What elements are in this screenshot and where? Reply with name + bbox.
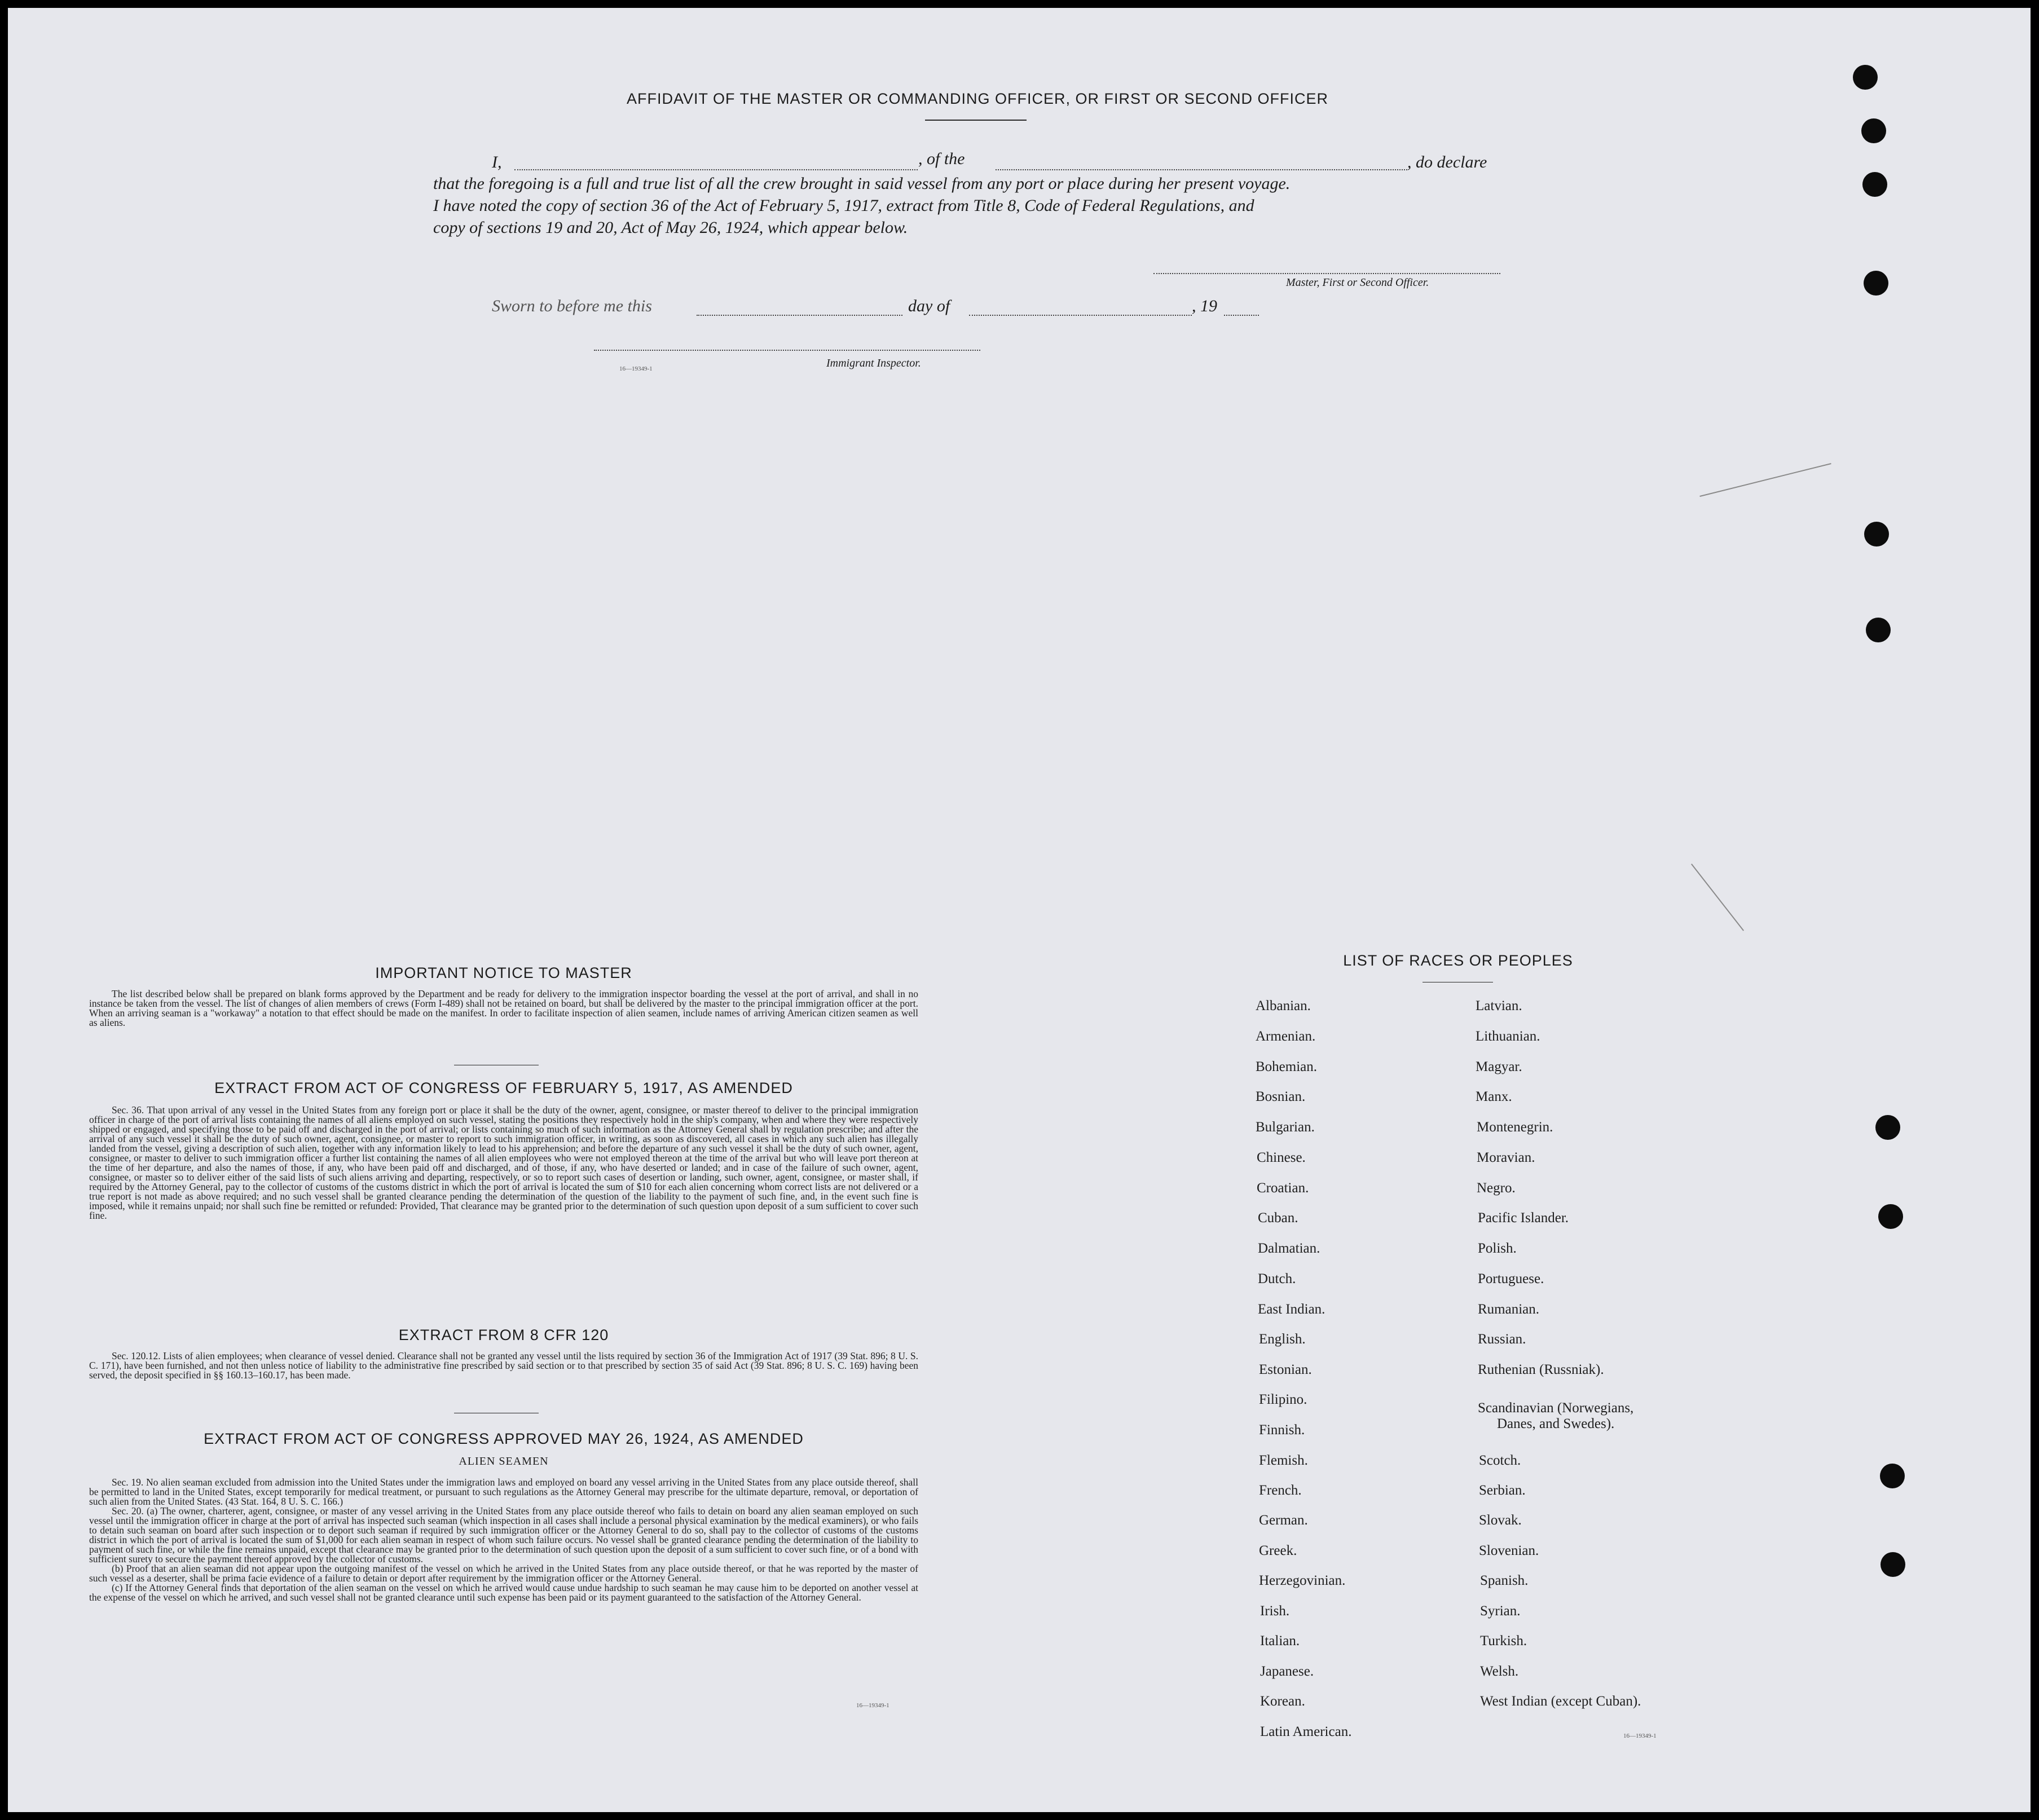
- race-item: Syrian.: [1480, 1603, 1521, 1619]
- form-code-small: 16—19349-1: [619, 365, 653, 372]
- race-item: Pacific Islander.: [1478, 1210, 1569, 1226]
- sworn-day-of: day of: [908, 297, 950, 315]
- inspector-caption: Immigrant Inspector.: [826, 357, 921, 369]
- race-item: Cuban.: [1258, 1210, 1298, 1226]
- race-item: Herzegovinian.: [1259, 1573, 1346, 1588]
- race-item: Scandinavian (Norwegians,: [1478, 1400, 1634, 1416]
- notice-text: [89, 989, 918, 1028]
- section-20a-paragraph: Sec. 20. (a) The owner, charterer, agent, consignee, or master of any vessel arriving in the United States from any place outside thereof who fails to detain on board any alien seaman employed on such vessel until the immigration officer in charge at the port of arrival has inspected such seaman (which inspection in all cases shall include a personal physical examination by the medical examiners), or who fails to detain such seaman on board after such inspection or to deport such seaman if required by such immigration officer or the Attorney General to do so, shall pay to the collector of customs of the customs district in which the port of arrival is located the sum of $1,000 for each alien seaman in respect of whom such failure occurs. No vessel shall be granted clearance pending the determination of the liability to payment of such fine, or while the fine remains unpaid, except that clearance may be granted prior to the determination of such question upon the deposit of a sum sufficient to cover such fine, or of a bond with sufficient surety to secure the payment thereof approved by the collector of customs.: [89, 1505, 918, 1565]
- section-20c-paragraph: (c) If the Attorney General finds that deportation of the alien seaman on the vessel on which he arrived would cause undue hardship to such seaman he may cause him to be deported on another vessel at the expense of the vessel on which he arrived, and such vessel shall not be granted clearance until such expense has been paid or its payment guaranteed to the satisfaction of the Attorney General.: [89, 1582, 918, 1603]
- race-item: Spanish.: [1480, 1573, 1529, 1588]
- extract-cfr-text: [89, 1351, 918, 1380]
- race-item: Portuguese.: [1478, 1271, 1544, 1286]
- affidavit-title: AFFIDAVIT OF THE MASTER OR COMMANDING OFFICER, OR FIRST OR SECOND OFFICER: [626, 90, 1329, 107]
- race-item: German.: [1259, 1513, 1308, 1528]
- punch-hole: [1878, 1204, 1903, 1229]
- do-declare-text: , do declare: [1407, 153, 1487, 171]
- sworn-month-blank: [969, 315, 1192, 316]
- punch-hole: [1861, 118, 1886, 143]
- notice-title: IMPORTANT NOTICE TO MASTER: [375, 964, 632, 981]
- race-item: Bulgarian.: [1256, 1120, 1315, 1135]
- race-item: Estonian.: [1259, 1362, 1312, 1377]
- race-item: Bosnian.: [1256, 1089, 1306, 1104]
- declaration-line: I have noted the copy of section 36 of the Act of February 5, 1917, extract from Title 8, Code of Federal Regulations, and: [433, 196, 1254, 215]
- race-item: Scotch.: [1479, 1453, 1521, 1468]
- race-item: Greek.: [1259, 1543, 1297, 1558]
- of-the-text: , of the: [918, 149, 965, 168]
- extract-1924-text: [89, 1478, 918, 1602]
- race-item: Bohemian.: [1256, 1059, 1318, 1074]
- declaration-line: copy of sections 19 and 20, Act of May 26, 1924, which appear below.: [433, 218, 908, 237]
- race-item: Latvian.: [1476, 998, 1522, 1013]
- vessel-blank: [996, 169, 1407, 170]
- races-form-code: 16—19349-1: [1623, 1733, 1657, 1739]
- race-item: Chinese.: [1257, 1150, 1306, 1165]
- section-19-paragraph: Sec. 19. No alien seaman excluded from admission into the United States under the immigration laws and employed on board any vessel arriving in the United States from any place outside thereof, shall be permitted to land in the United States, except temporarily for medical treatment, or pursuant to such regulations as the Attorney General may prescribe for the ultimate departure, removal, or deportation of such alien from the United States. (43 Stat. 164, 8 U. S. C. 166.): [89, 1477, 918, 1507]
- races-title: LIST OF RACES OR PEOPLES: [1343, 952, 1573, 969]
- race-item: Japanese.: [1260, 1664, 1314, 1679]
- punch-hole: [1880, 1464, 1905, 1488]
- form-code: 16—19349-1: [856, 1702, 889, 1709]
- sworn-year-blank: [1224, 315, 1259, 316]
- race-item: Slovak.: [1479, 1513, 1522, 1528]
- extract-1924-title: EXTRACT FROM ACT OF CONGRESS APPROVED MAY 26, 1924, AS AMENDED: [204, 1430, 804, 1447]
- race-item: Finnish.: [1259, 1422, 1305, 1438]
- race-item: Danes, and Swedes).: [1497, 1416, 1615, 1431]
- race-item: Croatian.: [1257, 1180, 1309, 1196]
- race-item: Albanian.: [1256, 998, 1311, 1013]
- punch-hole: [1875, 1115, 1900, 1140]
- race-item: Flemish.: [1259, 1453, 1308, 1468]
- master-signature-line: [1153, 273, 1500, 274]
- sworn-prefix: Sworn to before me this: [492, 297, 652, 315]
- race-item: Russian.: [1478, 1332, 1526, 1347]
- race-item: Rumanian.: [1478, 1302, 1540, 1317]
- race-item: West Indian (except Cuban).: [1480, 1694, 1641, 1709]
- master-signature-caption: Master, First or Second Officer.: [1286, 276, 1429, 289]
- punch-hole: [1853, 65, 1878, 90]
- punch-hole: [1864, 271, 1888, 296]
- race-item: Italian.: [1260, 1633, 1300, 1649]
- alien-seamen-subtitle: ALIEN SEAMEN: [459, 1455, 549, 1468]
- race-item: Ruthenian (Russniak).: [1478, 1362, 1604, 1377]
- title-underline: [925, 120, 1027, 121]
- race-item: Turkish.: [1480, 1633, 1527, 1649]
- race-item: Korean.: [1260, 1694, 1305, 1709]
- declarant-prefix: I,: [492, 153, 502, 171]
- race-item: Irish.: [1260, 1603, 1290, 1619]
- race-item: Dutch.: [1258, 1271, 1296, 1286]
- race-item: Welsh.: [1480, 1664, 1519, 1679]
- extract-1917-title: EXTRACT FROM ACT OF CONGRESS OF FEBRUARY 5, 1917, AS AMENDED: [214, 1079, 793, 1096]
- race-item: Armenian.: [1256, 1029, 1316, 1044]
- sworn-day-blank: [697, 315, 902, 316]
- extract-cfr-title: EXTRACT FROM 8 CFR 120: [398, 1327, 609, 1343]
- race-item: Moravian.: [1477, 1150, 1535, 1165]
- section-36-paragraph: Sec. 36. That upon arrival of any vessel in the United States from any foreign port or place it shall be the duty of the owner, agent, consignee, or master thereof to deliver to the principal immigration officer in charge of the port of arrival lists containing the names of all aliens employed on such vessel, stating the positions they respectively hold in the ship's company, when and where they were respectively shipped or engaged, and specifying those to be paid off and discharged in the port of arrival; or lists containing so much of such information as the Attorney General shall by regulation prescribe; and after the arrival of any such vessel it shall be the duty of such owner, agent, consignee, or master to report to such immigration officer, in writing, as soon as discovered, all cases in which any such alien has illegally landed from the vessel, giving a description of such alien, together with any information likely to lead to his apprehension; and before the departure of any such vessel it shall be the duty of such owner, agent, consignee, or master to deliver to such immigration officer a further list containing the names of all alien employees who were not employed thereon at the time of the arrival but who will leave port thereon at the time of her departure, and also the names of those, if any, who have been paid off and discharged, and of those, if any, who have deserted or landed; and in case of the failure of such owner, agent, consignee, or master so to deliver either of the said lists of such aliens arriving and departing, respectively, or so to report such cases of desertion or landing, such owner, agent, consignee, or master shall, if required by the Attorney General, pay to the collector of customs of the customs district in which the port of arrival is located the sum of $10 for each alien concerning whom correct lists are not delivered or a true report is not made as above required; and no such vessel shall be granted clearance pending the determination of the question of the liability to the payment of such fine, and, in the event such fine is imposed, while it remains unpaid; nor shall such fine be remitted or refunded: Provided, That clearance may be granted prior to the determination of such question upon deposit of a sum sufficient to cover such fine.: [89, 1104, 918, 1221]
- race-item: Magyar.: [1476, 1059, 1522, 1074]
- race-item: Polish.: [1478, 1241, 1517, 1256]
- race-item: Latin American.: [1260, 1724, 1352, 1739]
- race-item: Dalmatian.: [1258, 1241, 1320, 1256]
- declaration-line: that the foregoing is a full and true list of all the crew brought in said vessel from any port or place during her present voyage.: [433, 174, 1291, 193]
- punch-hole: [1866, 618, 1891, 642]
- section-20b-paragraph: (b) Proof that an alien seaman did not appear upon the outgoing manifest of the vessel on which he arrived in the United States from any place outside thereof, or that he was reported by the master of such vessel as a deserter, shall be prima facie evidence of a failure to detain or deport after requirement by the immigration officer or the Attorney General.: [89, 1563, 918, 1584]
- extract-1917-text: [89, 1105, 918, 1220]
- sworn-year: , 19: [1192, 297, 1217, 315]
- punch-hole: [1881, 1552, 1905, 1577]
- notice-paragraph: The list described below shall be prepared on blank forms approved by the Department and be ready for delivery to the immigration inspector boarding the vessel at the port of arrival, and shall in no instance be taken from the vessel. The list of changes of alien members of crews (Form I-489) shall not be retained on board, but shall be delivered by the master to the principal immigration officer at the port. When an arriving seaman is a "workaway" a notation to that effect should be made on the manifest. In order to facilitate inspection of alien seamen, include names of arriving American citizen seamen as well as aliens.: [89, 988, 918, 1028]
- punch-hole: [1862, 172, 1887, 197]
- race-item: Negro.: [1477, 1180, 1516, 1196]
- race-item: French.: [1259, 1483, 1302, 1498]
- inspector-signature-line: [594, 350, 980, 351]
- name-blank: [514, 169, 918, 170]
- race-item: Filipino.: [1259, 1392, 1307, 1407]
- race-item: Manx.: [1476, 1089, 1512, 1104]
- section-120-12-paragraph: Sec. 120.12. Lists of alien employees; when clearance of vessel denied. Clearance shall not be granted any vessel until the lists required by section 36 of the Immigration Act of 1917 (39 Stat. 896; 8 U. S. C. 171), have been furnished, and not then unless notice of liability to the administrative fine prescribed by said section or to that prescribed by section 35 of said Act (39 Stat. 896; 8 U. S. C. 169) having been served, the deposit specified in §§ 160.13–160.17, has been made.: [89, 1350, 918, 1381]
- race-item: East Indian.: [1258, 1302, 1325, 1317]
- race-item: Serbian.: [1479, 1483, 1526, 1498]
- race-item: Slovenian.: [1479, 1543, 1539, 1558]
- race-item: Lithuanian.: [1476, 1029, 1540, 1044]
- race-item: English.: [1259, 1332, 1306, 1347]
- race-item: Montenegrin.: [1477, 1120, 1553, 1135]
- punch-hole: [1864, 522, 1889, 547]
